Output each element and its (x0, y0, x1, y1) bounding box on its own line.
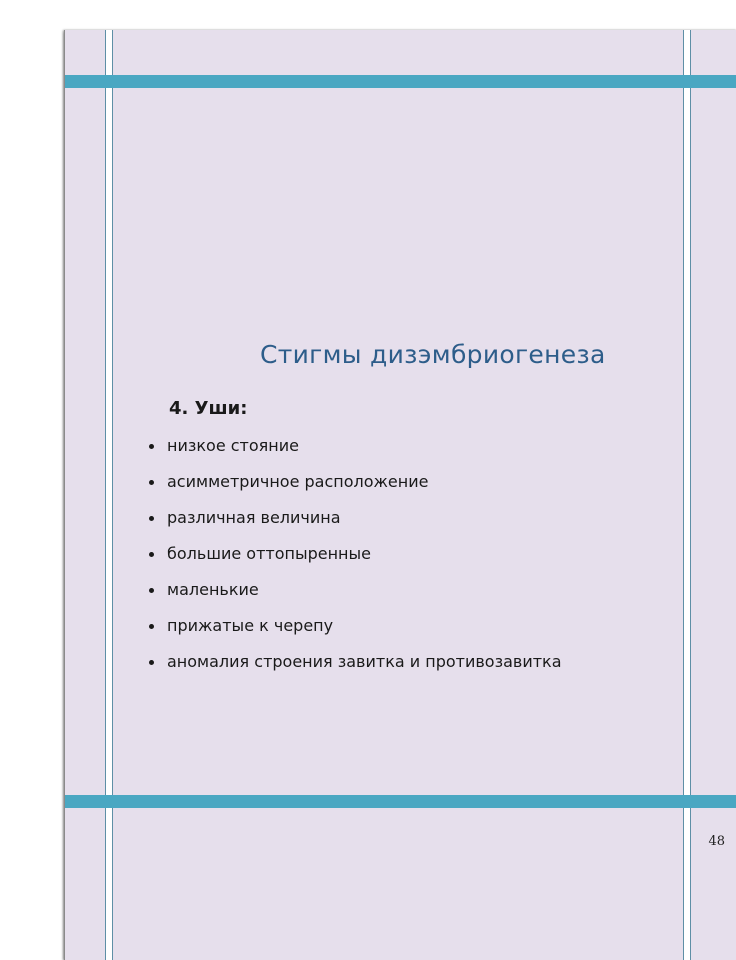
list-item: асимметричное расположение (149, 470, 562, 506)
left-vertical-rule (105, 30, 113, 960)
list-item: маленькие (149, 578, 562, 614)
bullet-list (149, 434, 562, 686)
page-number: 48 (708, 834, 725, 849)
bottom-horizontal-band (65, 795, 736, 808)
list-item: низкое стояние (149, 434, 562, 470)
slide-subtitle: 4. Уши: (169, 398, 248, 419)
list-item: различная величина (149, 506, 562, 542)
list-item: прижатые к черепу (149, 614, 562, 650)
document-page (64, 30, 736, 960)
slide-title: Стигмы дизэмбриогенеза (260, 340, 606, 369)
list-item: аномалия строения завитка и противозавитка (149, 650, 562, 686)
right-vertical-rule (683, 30, 691, 960)
list-item: большие оттопыренные (149, 542, 562, 578)
top-horizontal-band (65, 75, 736, 88)
